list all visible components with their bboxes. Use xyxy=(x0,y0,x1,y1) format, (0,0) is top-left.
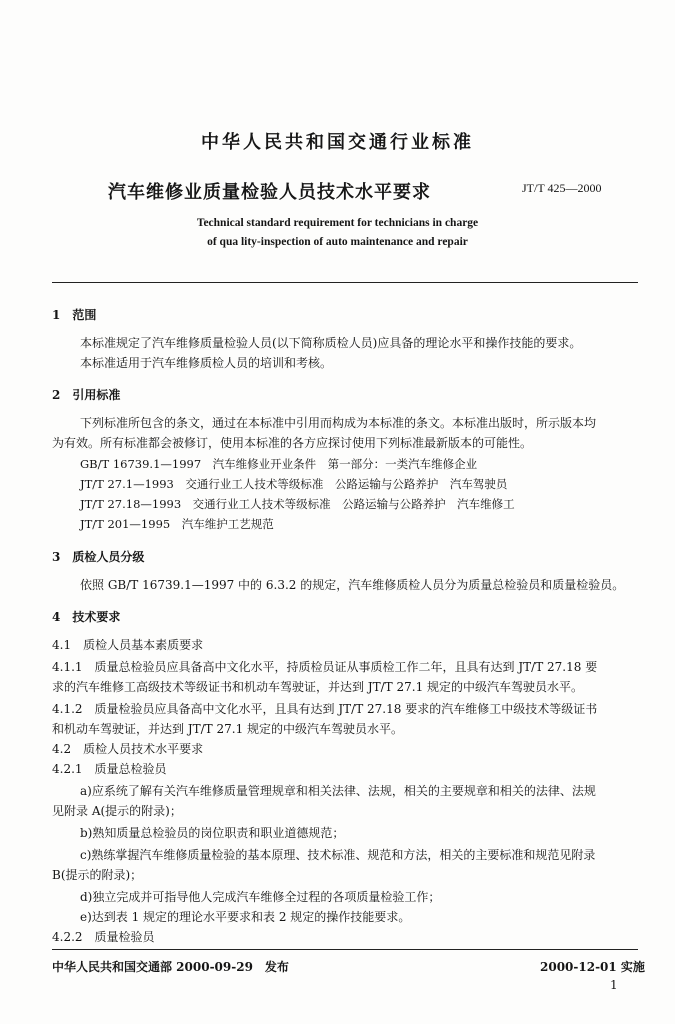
clause-4-1-2-line-2: 和机动车驾驶证，并达到 JT/T 27.1 规定的中级汽车驾驶员水平。 xyxy=(52,722,404,736)
clause-4-2-2-heading: 4.2.2 质量检验员 xyxy=(52,930,155,944)
reference-item: JT/T 201—1995 汽车维护工艺规范 xyxy=(80,517,274,531)
standard-code: JT/T 425—2000 xyxy=(522,181,602,195)
section-1-heading: 1 范围 xyxy=(52,308,97,322)
item-a-line-2: 见附录 A(提示的附录)； xyxy=(52,804,182,818)
english-title-line-1: Technical standard requirement for technicians in charge xyxy=(196,217,479,229)
top-divider xyxy=(52,282,638,283)
item-c-line-2: B(提示的附录)； xyxy=(52,868,143,882)
item-a-line-1: a)应系统了解有关汽车维修质量管理规章和相关法律、法规，相关的主要规章和相关的法律、法规 xyxy=(80,784,596,798)
section-2-heading: 2 引用标准 xyxy=(52,388,121,402)
clause-4-2-1-heading: 4.2.1 质量总检验员 xyxy=(52,762,167,776)
subsection-4-2-heading: 4.2 质检人员技术水平要求 xyxy=(52,742,204,756)
item-e: e)达到表 1 规定的理论水平要求和表 2 规定的操作技能要求。 xyxy=(80,910,411,924)
document-title: 汽车维修业质量检验人员技术水平要求 xyxy=(108,182,431,203)
section-4-heading: 4 技术要求 xyxy=(52,610,121,624)
item-d: d)独立完成并可指导他人完成汽车维修全过程的各项质量检验工作； xyxy=(80,890,441,904)
standard-type-heading: 中华人民共和国交通行业标准 xyxy=(201,132,474,153)
item-b: b)熟知质量总检验员的岗位职责和职业道德规范； xyxy=(80,826,345,840)
clause-4-1-1-line-2: 求的汽车维修工高级技术等级证书和机动车驾驶证，并达到 JT/T 27.1 规定的中级汽车驾驶员水平。 xyxy=(52,680,584,694)
clause-4-1-2-line-1: 4.1.2 质量检验员应具备高中文化水平，且具有达到 JT/T 27.18 要求的汽车维修工中级技术等级证书 xyxy=(52,702,598,716)
effective-date: 2000-12-01 实施 xyxy=(540,960,645,974)
reference-item: GB/T 16739.1—1997 汽车维修业开业条件 第一部分：一类汽车维修企业 xyxy=(80,457,478,471)
section-2-paragraph-line-1: 下列标准所包含的条文，通过在本标准中引用而构成为本标准的条文。本标准出版时，所示版本均 xyxy=(80,416,597,430)
section-1-paragraph-2: 本标准适用于汽车维修质检人员的培训和考核。 xyxy=(80,356,333,370)
reference-item: JT/T 27.18—1993 交通行业工人技术等级标准 公路运输与公路养护 汽车维修工 xyxy=(80,497,515,511)
english-title-line-2: of qua lity-inspection of auto maintenance and repair xyxy=(207,236,468,248)
item-c-line-1: c)熟练掌握汽车维修质量检验的基本原理、技术标准、规范和方法，相关的主要标准和规范见附录 xyxy=(80,848,596,862)
page-number: 1 xyxy=(610,978,618,992)
bottom-divider xyxy=(52,949,638,950)
subsection-4-1-heading: 4.1 质检人员基本素质要求 xyxy=(52,638,204,652)
section-3-heading: 3 质检人员分级 xyxy=(52,550,145,564)
reference-item: JT/T 27.1—1993 交通行业工人技术等级标准 公路运输与公路养护 汽车驾驶员 xyxy=(80,477,508,491)
section-2-paragraph-line-2: 为有效。所有标准都会被修订，使用本标准的各方应探讨使用下列标准最新版本的可能性。 xyxy=(52,436,533,450)
section-3-paragraph: 依照 GB/T 16739.1—1997 中的 6.3.2 的规定，汽车维修质检人员分为质量总检验员和质量检验员。 xyxy=(80,578,625,592)
section-1-paragraph-1: 本标准规定了汽车维修质量检验人员(以下简称质检人员)应具备的理论水平和操作技能的要求。 xyxy=(80,336,582,350)
issuer-line: 中华人民共和国交通部 2000-09-29 发布 xyxy=(52,960,289,974)
clause-4-1-1-line-1: 4.1.1 质量总检验员应具备高中文化水平，持质检员证从事质检工作二年，且具有达到 JT/T 27.18 要 xyxy=(52,660,598,674)
